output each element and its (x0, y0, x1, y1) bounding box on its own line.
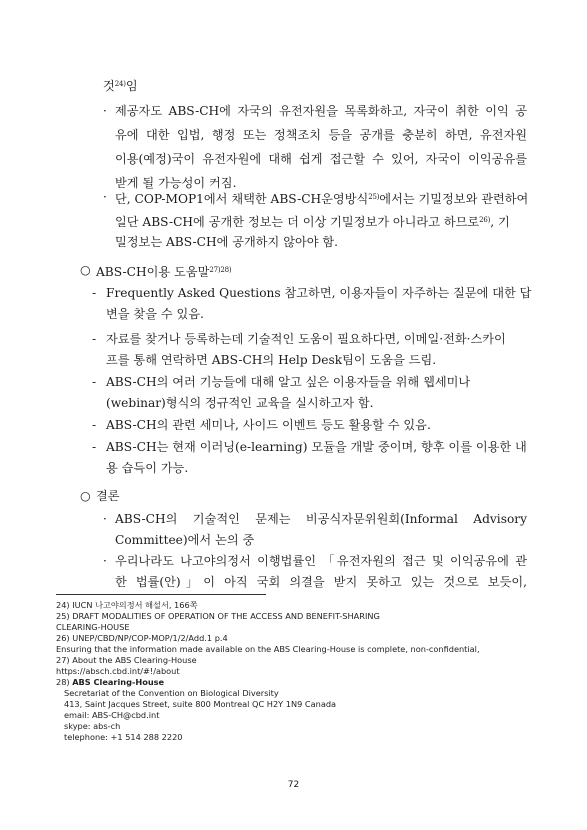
heading-text: ABS-CH이용 도움말 (96, 265, 210, 279)
list-item-line: 자료를 찾거나 등록하는데 기술적인 도움이 필요하다면, 이메일·전화·스카이 (106, 332, 506, 346)
footnote-28-line: 413, Saint Jacques Street, suite 800 Montreal QC H2Y 1N9 Canada (64, 699, 337, 709)
footnote-title: ABS Clearing-House (72, 677, 165, 687)
footnote-28-line: skype: abs-ch (64, 721, 121, 731)
dot-bullet: · (103, 190, 107, 204)
paragraph-line (115, 212, 510, 230)
dash-bullet: - (92, 286, 97, 300)
dash-bullet: - (92, 375, 97, 389)
text-fragment: , 기 (490, 215, 510, 229)
footnote-ref[interactable]: 27)28) (209, 266, 232, 274)
footnote-28-line: telephone: +1 514 288 2220 (64, 732, 183, 742)
paragraph-line: 이용(예정)국이 유전자원에 대해 쉽게 접근할 수 있어, 자국이 이익공유를 (115, 152, 527, 166)
dash-bullet: - (92, 332, 97, 346)
text-fragment: 에서는 기밀정보와 관련하여 (379, 192, 529, 206)
page-number: 72 (287, 780, 300, 790)
paragraph-line: 밀정보는 ABS-CH에 공개하지 않아야 함. (115, 235, 339, 249)
paragraph-line: 유에 대한 입법, 행정 또는 정책조치 등을 공개를 충분히 하면, 유전자원 (115, 128, 527, 142)
dot-bullet: · (103, 512, 107, 526)
footnote-27: 27) About the ABS Clearing-House (56, 655, 197, 665)
footnote-divider (56, 594, 266, 595)
list-item-line: 프를 통해 연락하면 ABS-CH의 Help Desk팀이 도움을 드림. (106, 353, 437, 367)
paragraph-line: 한 법률(안)」이 아직 국회 의결을 받지 못하고 있는 것으로 보듯이, (115, 575, 527, 589)
footnote-ref[interactable]: 25) (368, 193, 380, 201)
list-item-line: ABS-CH는 현재 이러닝(e-learning) 모듈을 개발 중이며, 향후 이를 이용한 내 (106, 440, 527, 454)
circle-bullet: ○ (80, 263, 91, 277)
paragraph-line: 받게 될 가능성이 커짐. (115, 176, 237, 190)
footnote-ref[interactable]: 24) (114, 80, 126, 88)
dash-bullet: - (92, 418, 97, 432)
dot-bullet: · (103, 104, 107, 118)
footnote-26-continued: Ensuring that the information made available on the ABS Clearing-House is complete, non-confidential, (56, 644, 480, 654)
text-fragment: 것 (103, 79, 115, 93)
footnote-28-email[interactable]: email: ABS-CH@cbd.int (64, 710, 160, 720)
circle-bullet: ○ (80, 489, 91, 503)
text-fragment: 일단 ABS-CH에 공개한 정보는 더 이상 기밀정보가 아니라고 하므로 (115, 215, 480, 229)
paragraph-line (115, 189, 528, 207)
text-fragment: 임 (125, 79, 138, 93)
footnote-ref[interactable]: 26) (479, 216, 491, 224)
footnote-28 (56, 677, 164, 688)
paragraph-line: ABS-CH의 기술적인 문제는 비공식자문위원회(Informal Advisory (115, 512, 527, 526)
paragraph-line: 제공자도 ABS-CH에 자국의 유전자원을 목록화하고, 자국이 취한 이익 공 (115, 104, 527, 118)
paragraph-line: Committee)에서 논의 중 (115, 533, 255, 547)
footnote-27-link[interactable]: https://absch.cbd.int/#!/about (56, 666, 180, 676)
list-item-line: 용 습득이 가능. (106, 461, 189, 475)
paragraph-line: 우리나라도 나고야의정서 이행법률인 「유전자원의 접근 및 이익공유에 관 (115, 554, 527, 568)
footnote-number: 28) (56, 677, 73, 687)
footnote-26: 26) UNEP/CBD/NP/COP-MOP/1/2/Add.1 p.4 (56, 633, 228, 643)
text-fragment: 단, COP-MOP1에서 채택한 ABS-CH운영방식 (115, 192, 369, 206)
list-item-line: ABS-CH의 여러 기능들에 대해 알고 싶은 이용자들을 위해 웹세미나 (106, 375, 471, 389)
list-item-line: 변을 찾을 수 있음. (106, 307, 204, 321)
footnote-25: 25) DRAFT MODALITIES OF OPERATION OF THE ACCESS AND BENEFIT-SHARING (56, 611, 380, 621)
list-item-line: (webinar)형식의 정규적인 교육을 실시하고자 함. (106, 396, 374, 410)
section-heading (96, 262, 231, 280)
footnote-25-continued: CLEARING-HOUSE (56, 622, 130, 632)
list-item-line: ABS-CH의 관련 세미나, 사이드 이벤트 등도 활용할 수 있음. (106, 418, 431, 432)
section-heading: 결론 (96, 489, 120, 503)
text-line (103, 76, 138, 94)
dash-bullet: - (92, 440, 97, 454)
footnote-24: 24) IUCN 나고야의정서 해설서, 166쪽 (56, 600, 198, 610)
dot-bullet: · (103, 554, 107, 568)
list-item-line: Frequently Asked Questions 참고하면, 이용자들이 자주하는 질문에 대한 답 (106, 286, 532, 300)
footnote-28-line: Secretariat of the Convention on Biological Diversity (64, 688, 279, 698)
